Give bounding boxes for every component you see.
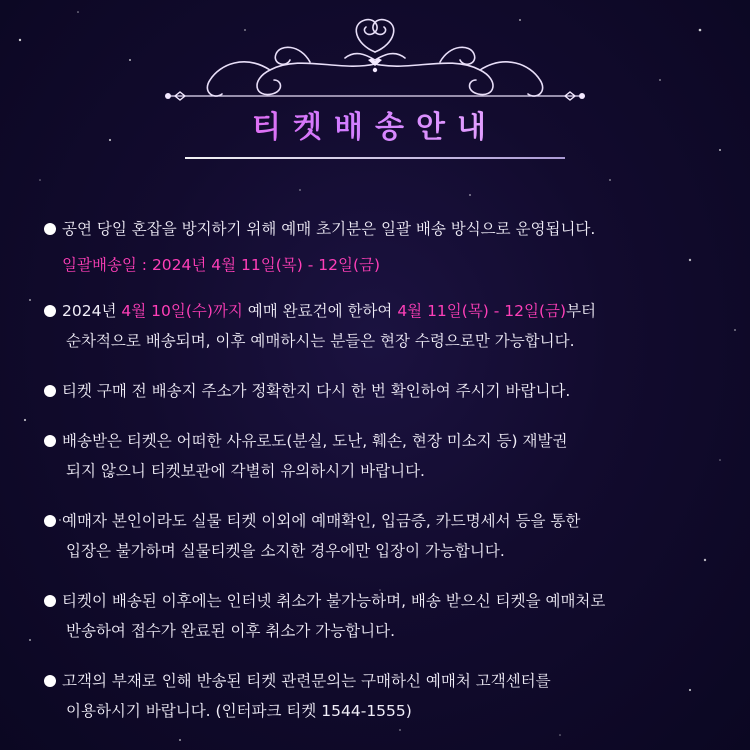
notice-text-line2: 되지 않으니 티켓보관에 각별히 유의하시기 바랍니다. xyxy=(66,462,425,480)
bullet-icon xyxy=(44,675,56,687)
notice-text: 공연 당일 혼잡을 방지하기 위해 예매 초기분은 일괄 배송 방식으로 운영됩니다. xyxy=(62,220,596,238)
highlight-deadline: 4월 10일(수)까지 xyxy=(121,302,243,320)
title-underline xyxy=(185,157,565,159)
notice-text-line1 xyxy=(62,296,724,326)
bullet-icon xyxy=(44,515,56,527)
bullet-icon xyxy=(44,595,56,607)
notice-text-line1: 고객의 부재로 인해 반송된 티켓 관련문의는 구매하신 예매처 고객센터를 xyxy=(62,672,551,690)
notice-item xyxy=(44,586,724,646)
notice-text-line2: 입장은 불가하며 실물티켓을 소지한 경우에만 입장이 가능합니다. xyxy=(66,542,505,560)
notice-item xyxy=(44,506,724,566)
notice-text-line2: 반송하여 접수가 완료된 이후 취소가 가능합니다. xyxy=(66,622,396,640)
notice-text-line2: 순차적으로 배송되며, 이후 예매하시는 분들은 현장 수령으로만 가능합니다. xyxy=(66,332,575,350)
notice-text-segment: 예매 완료건에 한하여 xyxy=(242,302,398,320)
scroll-ornament xyxy=(150,14,600,104)
notice-text-segment: 부터 xyxy=(566,302,597,320)
bullet-icon xyxy=(44,435,56,447)
notice-text-segment: 2024년 xyxy=(62,302,122,320)
highlight-shipping-dates: 4월 11일(목) - 12일(금) xyxy=(397,302,567,320)
notice-text-line2: 이용하시기 바랍니다. (인터파크 티켓 1544-1555) xyxy=(66,702,412,720)
notice-text-line1: 예매자 본인이라도 실물 티켓 이외에 예매확인, 입금증, 카드명세서 등을 통한 xyxy=(62,512,581,530)
notice-item xyxy=(44,214,724,244)
notice-item xyxy=(44,426,724,486)
page-title: 티켓배송안내 xyxy=(0,102,750,146)
shipping-date-note: 일괄배송일 : 2024년 4월 11일(목) - 12일(금) xyxy=(62,256,381,274)
notice-item xyxy=(44,376,724,406)
bullet-icon xyxy=(44,223,56,235)
notice-item xyxy=(44,296,724,356)
notice-list xyxy=(44,214,724,746)
bullet-icon xyxy=(44,385,56,397)
bullet-icon xyxy=(44,305,56,317)
notice-item xyxy=(44,666,724,726)
notice-text-line1: 티켓이 배송된 이후에는 인터넷 취소가 불가능하며, 배송 받으신 티켓을 예매처로 xyxy=(62,592,606,610)
notice-text: 티켓 구매 전 배송지 주소가 정확한지 다시 한 번 확인하여 주시기 바랍니다. xyxy=(62,382,571,400)
notice-text-line1: 배송받은 티켓은 어떠한 사유로도(분실, 도난, 훼손, 현장 미소지 등) 재발권 xyxy=(62,432,568,450)
